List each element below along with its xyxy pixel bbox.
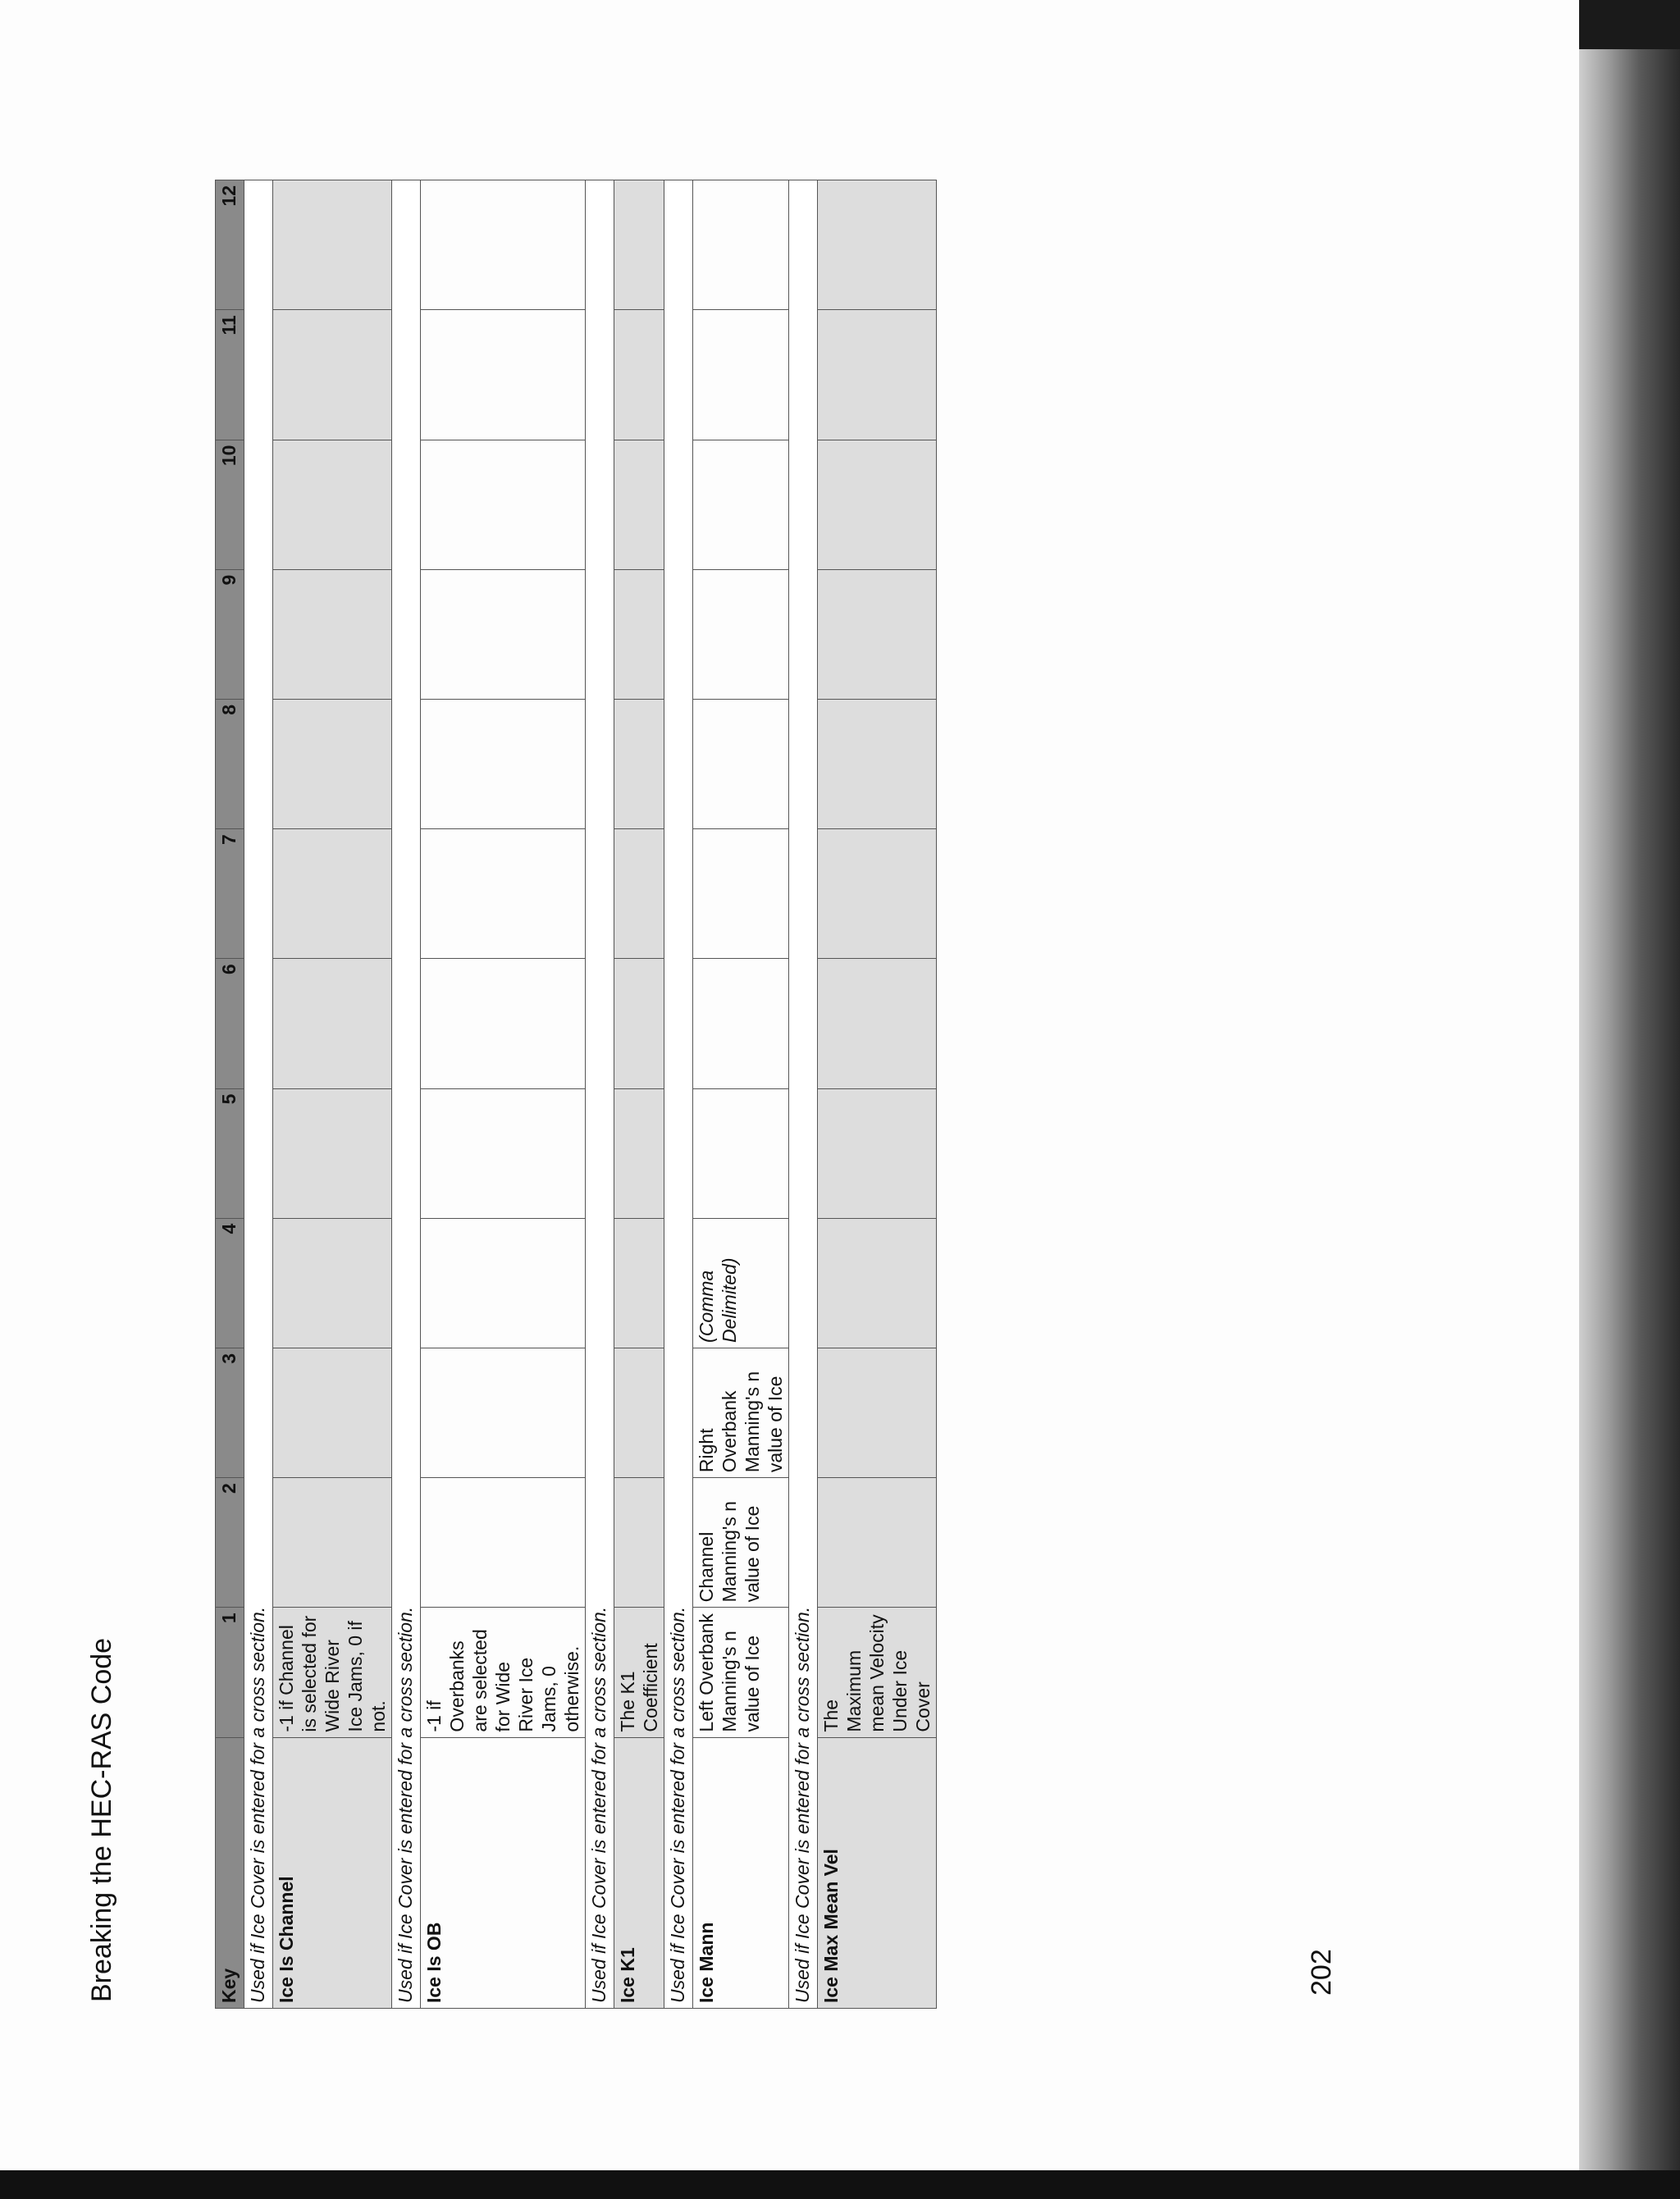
table-cell xyxy=(273,569,392,699)
column-header-11: 11 xyxy=(216,310,244,440)
column-header-2: 2 xyxy=(216,1478,244,1608)
table-cell xyxy=(273,829,392,959)
table-cell xyxy=(273,440,392,569)
section-note-row xyxy=(586,180,614,2009)
table-cell xyxy=(818,699,937,828)
section-note-row xyxy=(244,180,273,2009)
row-key: Ice Max Mean Vel xyxy=(818,1737,937,2008)
table-cell xyxy=(273,1478,392,1608)
table-cell xyxy=(614,310,664,440)
column-header-3: 3 xyxy=(216,1348,244,1477)
table-cell: Left Overbank Manning's n value of Ice xyxy=(693,1608,789,1737)
table-cell xyxy=(273,699,392,828)
table-cell xyxy=(693,1088,789,1218)
table-cell: (Comma Delimited) xyxy=(693,1218,789,1348)
table-cell xyxy=(421,1478,586,1608)
page-number: 202 xyxy=(1306,1949,1337,1996)
table-cell: Right Overbank Manning's n value of Ice xyxy=(693,1348,789,1477)
table-cell xyxy=(421,180,586,310)
table-cell xyxy=(614,829,664,959)
table-cell: -1 if Overbanks are selected for Wide River Ice Jams, 0 otherwise. xyxy=(421,1608,586,1737)
table-cell xyxy=(818,310,937,440)
table-cell xyxy=(421,1348,586,1477)
table-cell xyxy=(693,180,789,310)
table-cell xyxy=(614,569,664,699)
table-cell xyxy=(421,699,586,828)
column-header-6: 6 xyxy=(216,959,244,1088)
row-key: Ice Is Channel xyxy=(273,1737,392,2008)
column-header-9: 9 xyxy=(216,569,244,699)
table-row xyxy=(614,180,664,2009)
table-cell xyxy=(614,1088,664,1218)
table-cell xyxy=(818,1218,937,1348)
table-cell xyxy=(421,440,586,569)
table-cell xyxy=(818,1478,937,1608)
table-header-row xyxy=(216,180,244,2009)
column-header-key: Key xyxy=(216,1737,244,2008)
running-head: Breaking the HEC-RAS Code xyxy=(86,1637,117,2002)
table-row xyxy=(273,180,392,2009)
table-cell xyxy=(273,1088,392,1218)
table-cell xyxy=(421,1088,586,1218)
table-cell xyxy=(273,959,392,1088)
table-cell xyxy=(273,1218,392,1348)
column-header-4: 4 xyxy=(216,1218,244,1348)
table-cell xyxy=(273,1348,392,1477)
column-header-5: 5 xyxy=(216,1088,244,1218)
column-header-7: 7 xyxy=(216,829,244,959)
row-key: Ice Is OB xyxy=(421,1737,586,2008)
table-cell xyxy=(614,180,664,310)
table-cell xyxy=(614,440,664,569)
table-row xyxy=(693,180,789,2009)
section-note: Used if Ice Cover is entered for a cross section. xyxy=(244,180,273,2009)
table-cell: -1 if Channel is selected for Wide River Ice Jams, 0 if not. xyxy=(273,1608,392,1737)
table-cell xyxy=(693,310,789,440)
row-key: Ice K1 xyxy=(614,1737,664,2008)
table-cell xyxy=(421,1218,586,1348)
table-cell xyxy=(693,959,789,1088)
column-header-8: 8 xyxy=(216,699,244,828)
column-header-10: 10 xyxy=(216,440,244,569)
table-row xyxy=(421,180,586,2009)
table-cell xyxy=(273,310,392,440)
row-key: Ice Mann xyxy=(693,1737,789,2008)
column-header-1: 1 xyxy=(216,1608,244,1737)
table-cell xyxy=(818,1088,937,1218)
table-cell xyxy=(614,959,664,1088)
section-note: Used if Ice Cover is entered for a cross section. xyxy=(664,180,693,2009)
section-note: Used if Ice Cover is entered for a cross section. xyxy=(586,180,614,2009)
table-cell xyxy=(693,699,789,828)
table-cell xyxy=(818,180,937,310)
table-cell xyxy=(421,959,586,1088)
table-cell xyxy=(818,1348,937,1477)
table-cell xyxy=(614,1478,664,1608)
table-cell xyxy=(421,310,586,440)
table-cell xyxy=(818,829,937,959)
table-cell xyxy=(614,699,664,828)
key-schema-table xyxy=(215,180,937,2009)
section-note-row xyxy=(789,180,818,2009)
table-cell: The Maximum mean Velocity Under Ice Cover xyxy=(818,1608,937,1737)
section-note: Used if Ice Cover is entered for a cross section. xyxy=(789,180,818,2009)
table-cell xyxy=(693,569,789,699)
table-body xyxy=(244,180,937,2009)
table-cell xyxy=(818,569,937,699)
section-note-row xyxy=(664,180,693,2009)
table-cell xyxy=(818,959,937,1088)
table-cell xyxy=(273,180,392,310)
table-row xyxy=(818,180,937,2009)
table-cell xyxy=(421,829,586,959)
table-cell: Channel Manning's n value of Ice xyxy=(693,1478,789,1608)
table-cell xyxy=(421,569,586,699)
table-cell xyxy=(614,1348,664,1477)
column-header-12: 12 xyxy=(216,180,244,310)
section-note: Used if Ice Cover is entered for a cross section. xyxy=(392,180,421,2009)
spine-top-band xyxy=(1579,0,1680,49)
table-cell xyxy=(614,1218,664,1348)
table-cell xyxy=(693,829,789,959)
table-cell xyxy=(693,440,789,569)
table-cell xyxy=(818,440,937,569)
section-note-row xyxy=(392,180,421,2009)
table-cell: The K1 Coefficient xyxy=(614,1608,664,1737)
book-spine-shadow xyxy=(1579,0,1680,2199)
